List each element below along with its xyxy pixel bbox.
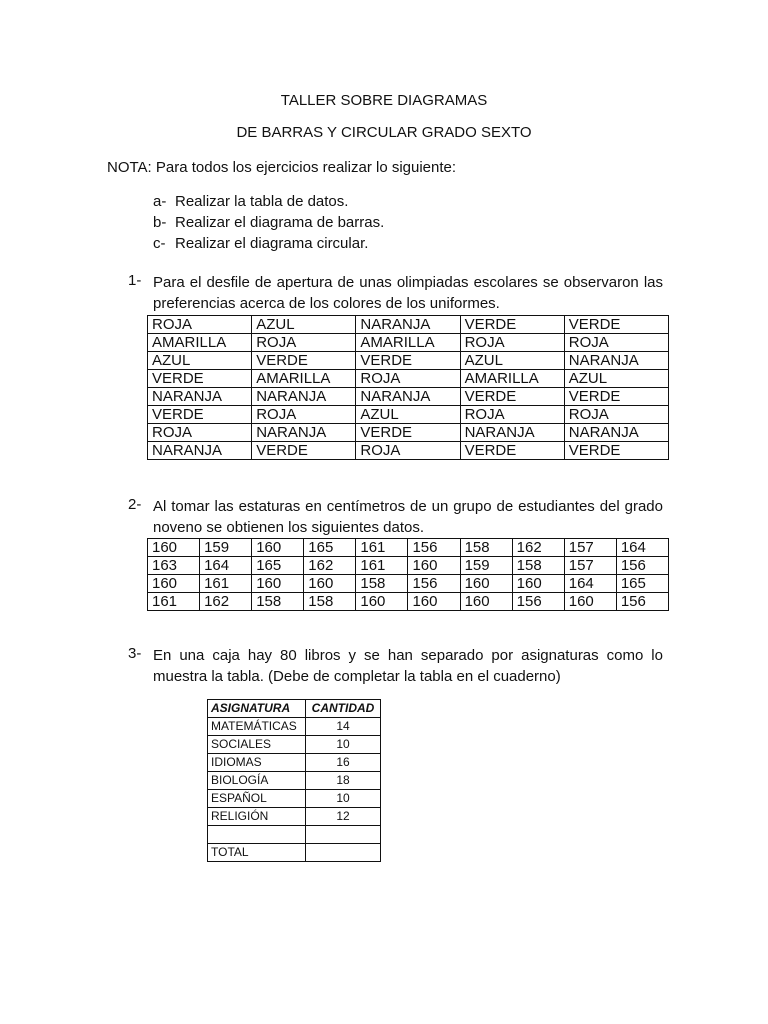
table-cell: NARANJA (356, 316, 460, 334)
table-cell: ESPAÑOL (208, 790, 306, 808)
table-cell: 160 (252, 575, 304, 593)
table-cell: 156 (512, 593, 564, 611)
table-cell: RELIGIÓN (208, 808, 306, 826)
table-cell: ROJA (356, 370, 460, 388)
table-cell (306, 826, 381, 844)
table-cell: 164 (200, 557, 252, 575)
table-cell: 160 (252, 539, 304, 557)
table-cell: VERDE (460, 316, 564, 334)
table-cell: 162 (304, 557, 356, 575)
table-cell: NARANJA (564, 424, 668, 442)
table-cell: VERDE (564, 442, 668, 460)
table-cell: ROJA (252, 334, 356, 352)
table-cell: 10 (306, 790, 381, 808)
table-cell: 162 (512, 539, 564, 557)
table-cell: SOCIALES (208, 736, 306, 754)
table-cell: 160 (356, 593, 408, 611)
table-row (148, 406, 669, 424)
heights-table-body (148, 539, 669, 611)
exercise-3 (128, 645, 663, 687)
table-cell: 158 (512, 557, 564, 575)
table-cell: NARANJA (356, 388, 460, 406)
page-title: TALLER SOBRE DIAGRAMAS (280, 92, 488, 109)
table-row (208, 826, 381, 844)
table-cell: 160 (512, 575, 564, 593)
table-cell: BIOLOGÍA (208, 772, 306, 790)
note-text: NOTA: Para todos los ejercicios realizar lo siguiente: (107, 159, 457, 176)
table-cell: 156 (616, 557, 668, 575)
table-cell: VERDE (252, 352, 356, 370)
table-cell: VERDE (252, 442, 356, 460)
table-cell: 160 (408, 557, 460, 575)
table-cell: ROJA (356, 442, 460, 460)
table-cell: AMARILLA (460, 370, 564, 388)
table-cell: AMARILLA (356, 334, 460, 352)
table-cell: TOTAL (208, 844, 306, 862)
table-row (148, 539, 669, 557)
table-cell: 18 (306, 772, 381, 790)
table-cell: 14 (306, 718, 381, 736)
table-cell: 160 (304, 575, 356, 593)
table-row (148, 593, 669, 611)
colors-table-body (148, 316, 669, 460)
table-cell: NARANJA (564, 352, 668, 370)
task-letter: c- (153, 235, 166, 252)
table-cell: 160 (148, 575, 200, 593)
table-cell: 160 (408, 593, 460, 611)
table-cell: 158 (252, 593, 304, 611)
table-cell: IDIOMAS (208, 754, 306, 772)
table-cell: 158 (304, 593, 356, 611)
table-cell: MATEMÁTICAS (208, 718, 306, 736)
table-cell: AZUL (148, 352, 252, 370)
table-row (148, 352, 669, 370)
exercise-number: 2- (128, 496, 142, 513)
table-cell: VERDE (564, 316, 668, 334)
table-cell: 161 (356, 557, 408, 575)
table-cell: NARANJA (460, 424, 564, 442)
list-item (153, 191, 384, 212)
table-row (148, 388, 669, 406)
task-text: Realizar el diagrama de barras. (175, 214, 385, 231)
table-cell (306, 844, 381, 862)
table-cell: 159 (200, 539, 252, 557)
task-text: Realizar el diagrama circular. (175, 235, 369, 252)
task-letter: b- (153, 214, 167, 231)
table-cell: 165 (616, 575, 668, 593)
table-cell: NARANJA (148, 442, 252, 460)
exercise-text: En una caja hay 80 libros y se han separado por asignaturas como lo muestra la tabla. (Debe de completar la tabla en el cuaderno) (153, 647, 663, 685)
table-cell: 156 (408, 539, 460, 557)
table-row (148, 557, 669, 575)
table-cell: AZUL (356, 406, 460, 424)
exercise-text: Al tomar las estaturas en centímetros de un grupo de estudiantes del grado noveno se obtienen los siguientes datos. (153, 498, 663, 536)
table-cell: ROJA (148, 316, 252, 334)
table-cell: AZUL (564, 370, 668, 388)
table-cell: ROJA (564, 334, 668, 352)
table-cell: 165 (252, 557, 304, 575)
table-cell: VERDE (356, 352, 460, 370)
table-row (148, 575, 669, 593)
table-cell: 161 (200, 575, 252, 593)
table-cell: AZUL (460, 352, 564, 370)
heights-table (147, 538, 669, 611)
table-row (148, 370, 669, 388)
table-cell: 158 (356, 575, 408, 593)
table-row (148, 316, 669, 334)
table-cell: 159 (460, 557, 512, 575)
header-asignatura: ASIGNATURA (208, 700, 306, 718)
table-row (208, 844, 381, 862)
table-row (148, 334, 669, 352)
exercise-number: 1- (128, 272, 142, 289)
table-cell: NARANJA (252, 388, 356, 406)
table-cell: ROJA (252, 406, 356, 424)
table-cell: 10 (306, 736, 381, 754)
table-cell: 163 (148, 557, 200, 575)
table-row (208, 772, 381, 790)
table-cell: VERDE (460, 442, 564, 460)
table-cell: ROJA (148, 424, 252, 442)
table-row (208, 754, 381, 772)
table-cell: 164 (616, 539, 668, 557)
table-cell: 156 (616, 593, 668, 611)
table-cell: 158 (460, 539, 512, 557)
task-text: Realizar la tabla de datos. (175, 193, 349, 210)
table-cell: 16 (306, 754, 381, 772)
task-list (153, 191, 384, 254)
table-cell: 160 (564, 593, 616, 611)
table-cell: NARANJA (252, 424, 356, 442)
exercise-2 (128, 496, 663, 538)
table-row (208, 736, 381, 754)
table-header-row (208, 700, 381, 718)
table-row (208, 790, 381, 808)
table-row (208, 808, 381, 826)
table-cell: 160 (460, 593, 512, 611)
table-cell: 160 (148, 539, 200, 557)
table-cell: VERDE (148, 406, 252, 424)
table-cell (208, 826, 306, 844)
table-cell: VERDE (564, 388, 668, 406)
books-table-body (208, 718, 381, 862)
table-cell: 156 (408, 575, 460, 593)
colors-table (147, 315, 669, 460)
table-cell: AMARILLA (252, 370, 356, 388)
list-item (153, 212, 384, 233)
table-cell: 161 (148, 593, 200, 611)
table-cell: 165 (304, 539, 356, 557)
table-cell: 164 (564, 575, 616, 593)
table-cell: 162 (200, 593, 252, 611)
header-cantidad: CANTIDAD (306, 700, 381, 718)
table-row (148, 424, 669, 442)
table-row (148, 442, 669, 460)
table-cell: 161 (356, 539, 408, 557)
table-cell: VERDE (356, 424, 460, 442)
page-subtitle: DE BARRAS Y CIRCULAR GRADO SEXTO (236, 124, 532, 141)
exercise-text: Para el desfile de apertura de unas olimpiadas escolares se observaron las preferencias acerca de los colores de los uniformes. (153, 274, 663, 312)
exercise-number: 3- (128, 645, 142, 662)
table-cell: AMARILLA (148, 334, 252, 352)
table-cell: ROJA (460, 334, 564, 352)
table-cell: AZUL (252, 316, 356, 334)
table-cell: VERDE (148, 370, 252, 388)
table-cell: ROJA (564, 406, 668, 424)
table-cell: ROJA (460, 406, 564, 424)
exercise-1 (128, 272, 663, 314)
table-cell: NARANJA (148, 388, 252, 406)
books-table (207, 699, 381, 862)
task-letter: a- (153, 193, 167, 210)
table-row (208, 718, 381, 736)
table-cell: 157 (564, 557, 616, 575)
table-cell: 160 (460, 575, 512, 593)
table-cell: 12 (306, 808, 381, 826)
list-item (153, 233, 384, 254)
table-cell: 157 (564, 539, 616, 557)
table-cell: VERDE (460, 388, 564, 406)
